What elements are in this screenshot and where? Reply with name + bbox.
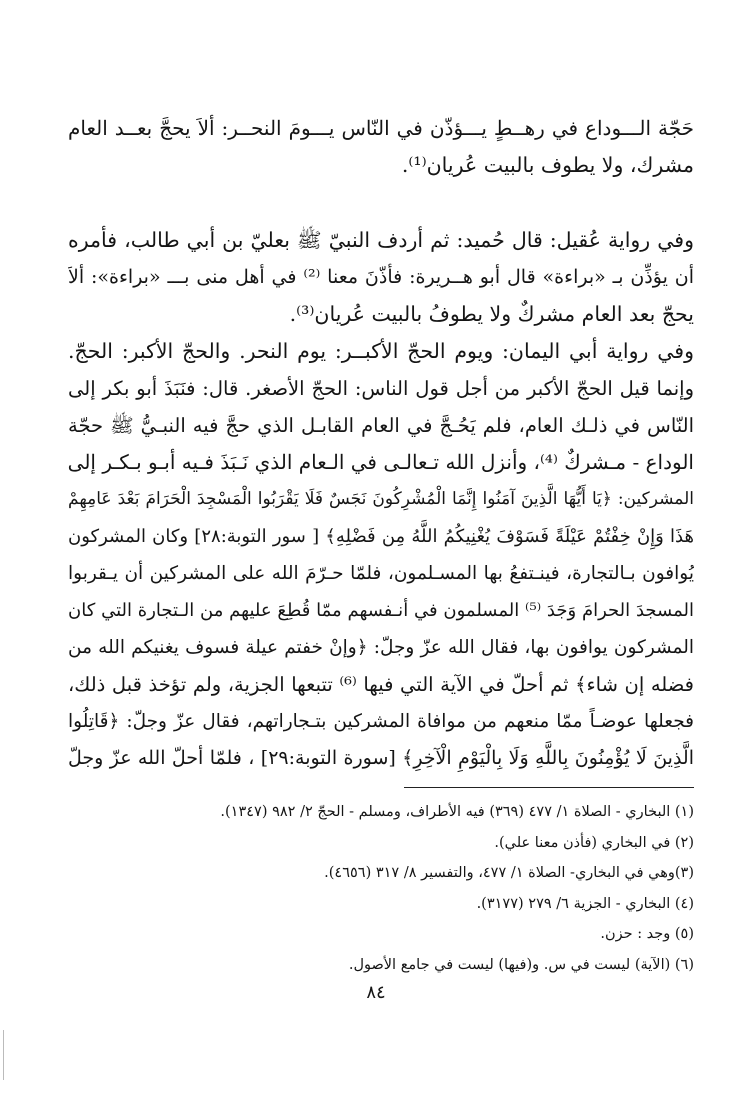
scan-edge-mark: [3, 1030, 4, 1080]
text-line: يُوافون بـالتجارة، فينـتفعُ بها المسـلمون، فلمّا حـرّمَ الله على المشركين أن يـقربوا: [68, 563, 694, 584]
quran-verse-line: الَّذِينَ لَا يُؤْمِنُونَ بِاللَّهِ وَلَا بِالْيَوْمِ الْآخِرِ﴾ [سورة التوبة:٢٩] ، فلمّا أحلّ الله عزّ وجلّ: [68, 747, 694, 769]
text-line: أن يؤذِّن بـ «براءة» قال أبو هــريرة: فأذّنَ معنا ⁽²⁾ في أهل منى بـــ «براءة»: ألاَ: [68, 266, 694, 288]
text-line: حَجّة الـــوداع في رهــطٍ يـــؤذّن في النّاس يـــومَ النحــر: ألاَ يحجَّ بعــد العام: [68, 116, 694, 140]
paragraph-1: [68, 110, 694, 184]
footnote-3: (٣)وهي في البخاري- الصلاة ١/ ٤٧٧، والتفسير ٨/ ٣١٧ (٤٦٥٦).: [324, 865, 694, 881]
footnote-2: (٢) في البخاري (فأذن معنا علي).: [494, 834, 694, 851]
text-line: المسجدَ الحرامَ وَجَدَ ⁽⁵⁾ المسلمون في أنـفسهم ممّا قُطِعَ عليهم من الـتجارة التي كان: [68, 600, 694, 621]
text-line: وإنما قيل الحجّ الأكبر من أجل قول الناس: الحجّ الأصغر. قال: فنَبَذَ أبو بكر إلى: [68, 377, 694, 400]
text-line: المشركون يوافون بها، فقال الله عزّ وجلّ: ﴿وإنْ خفتم عيلة فسوف يغنيكم الله من: [68, 637, 694, 658]
quran-verse-line: هَذَا وَإِنْ خِفْتُمْ عَيْلَةً فَسَوْفَ يُغْنِيكُمُ اللَّهُ مِن فَضْلِهِ﴾ [ سور التوبة:٢٨] وكان المشركون: [68, 526, 694, 547]
text-line: وفي رواية عُقيل: قال حُميد: ثم أردف النبيّ ﷺ بعليّ بن أبي طالب، فأمره: [68, 228, 694, 252]
text-line: فضله إن شاء﴾ ثم أحلّ في الآية التي فيها ⁽⁶⁾ تتبعها الجزية، ولم تؤخذ قبل ذلك،: [68, 673, 694, 696]
paragraph-3: [68, 333, 694, 777]
text-line: الوداع - مـشركٌ ⁽⁴⁾، وأنزل الله تـعالـى في الـعام الذي نَـبَذَ فـيه أبـو بـكـر إلى: [68, 450, 694, 474]
text-line: النّاس في ذلـك العام، فلم يَحُـجَّ في العام القابـل الذي حجَّ فيه النبـيُّ ﷺ حجّة: [68, 414, 694, 437]
footnote-5: (٥) وجد : حزن.: [600, 926, 694, 942]
footnote-6: (٦) (الآية) ليست في س. و(فيها) ليست في جامع الأصول.: [348, 956, 694, 973]
text-line: مشرك، ولا يطوف بالبيت عُريان⁽¹⁾.: [401, 153, 694, 177]
text-line: وفي رواية أبي اليمان: ويوم الحجّ الأكبــر: يوم النحر. والحجّ الأكبر: الحجّ.: [68, 339, 694, 363]
page-number: ٨٤: [366, 982, 386, 1003]
footnote-divider: [404, 787, 694, 788]
quran-verse-line: المشركين: ﴿يَا أَيُّهَا الَّذِينَ آمَنُوا إِنَّمَا الْمُشْرِكُونَ نَجَسٌ فَلَا يَقْرَبُوا الْمَسْجِدَ الْحَرَامَ بَعْدَ عَامِهِمْ: [68, 489, 694, 509]
footnotes: [68, 797, 694, 980]
text-line: فجعلها عوضـاً ممّا منعهم من موافاة المشركين بتـجاراتهم، فقال عزّ وجلّ: ﴿قَاتِلُوا: [68, 711, 694, 732]
text-line: يحجّ بعد العام مشركٌ ولا يطوفُ بالبيت عُريان⁽³⁾.: [289, 302, 694, 326]
footnote-4: (٤) البخاري - الجزية ٦/ ٢٧٩ (٣١٧٧).: [476, 895, 694, 912]
paragraph-2: [68, 222, 694, 333]
footnote-1: (١) البخاري - الصلاة ١/ ٤٧٧ (٣٦٩) فيه الأطراف، ومسلم - الحجّ ٢/ ٩٨٢ (١٣٤٧).: [220, 804, 694, 820]
